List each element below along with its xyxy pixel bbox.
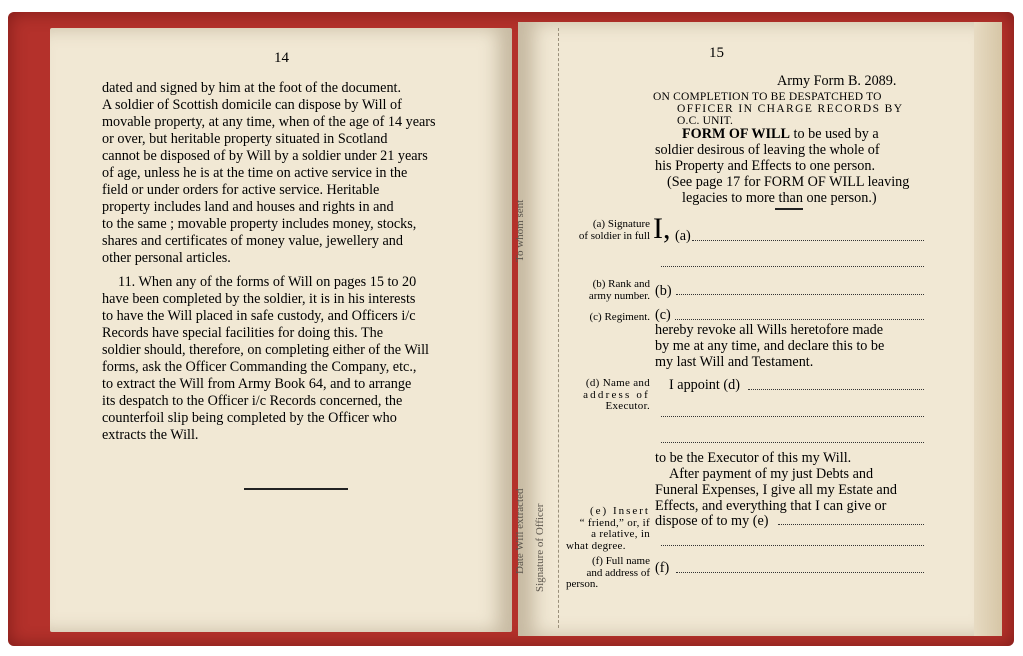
executor-field-2[interactable] [661, 416, 924, 417]
revoke-line: by me at any time, and declare this to be [655, 338, 885, 354]
text-line: other personal articles. [102, 250, 231, 266]
margin-line: person. [566, 578, 599, 590]
officer-signature-label: Signature of Officer [534, 503, 546, 592]
form-title-rest: to be used by a [790, 126, 879, 142]
title-line: soldier desirous of leaving the whole of [655, 142, 880, 158]
beneficiary-field-2[interactable] [661, 545, 924, 546]
text-line: cannot be disposed of by Will by a soldier under 21 years [102, 148, 428, 164]
margin-line: army number. [588, 289, 650, 302]
section-rule [244, 488, 348, 490]
margin-line: (f) Full name [591, 555, 650, 567]
margin-line: (d) Name and [585, 377, 650, 389]
executor-line: to be the Executor of this my Will. [655, 450, 852, 466]
executor-line: dispose of to my (e) [655, 513, 769, 529]
margin-line: “ friend,” or, if [579, 516, 650, 529]
margin-note-c: (c) Regiment. [589, 311, 650, 323]
rank-number-field[interactable] [676, 294, 924, 295]
text-line: counterfoil slip being completed by the Officer who [102, 410, 397, 426]
beneficiary-field[interactable] [778, 524, 924, 525]
date-extracted-label: Date Will extracted [514, 488, 526, 574]
text-line: property includes land and houses and rights in and [102, 199, 394, 215]
title-line: his Property and Effects to one person. [655, 158, 875, 174]
executor-line: After payment of my just Debts and [669, 466, 874, 482]
page-number-right: 15 [709, 45, 724, 61]
page-number-left: 14 [274, 50, 289, 66]
margin-note-d [562, 378, 650, 413]
title-rule [775, 208, 803, 210]
text-line: dated and signed by him at the foot of the document. [102, 80, 402, 96]
margin-line: (b) Rank and [592, 278, 650, 290]
text-line: extracts the Will. [102, 427, 199, 443]
margin-line: (a) Signature [592, 218, 650, 230]
despatch-line: O.C. UNIT. [677, 115, 734, 127]
appoint-label: I appoint (d) [669, 377, 740, 393]
big-i: I, [653, 212, 671, 245]
form-title-bold: FORM OF WILL [682, 126, 790, 142]
margin-line: address of [583, 388, 650, 401]
margin-note-b [562, 279, 650, 302]
field-f-label: (f) [655, 560, 670, 576]
revoke-line: hereby revoke all Wills heretofore made [655, 322, 884, 338]
form-title [682, 126, 879, 142]
text-line: soldier should, therefore, on completing either of the Will [102, 342, 429, 358]
field-c-label: (c) [655, 307, 671, 323]
text-line: of age, unless he is at the time on active service in the [102, 165, 408, 181]
text-line: to extract the Will from Army Book 64, and to arrange [102, 376, 412, 392]
margin-note-a [562, 219, 650, 242]
despatch-line: OFFICER IN CHARGE RECORDS BY [677, 103, 904, 115]
text-line: its despatch to the Officer i/c Records concerned, the [102, 393, 403, 409]
executor-field[interactable] [748, 389, 924, 390]
despatch-line: ON COMPLETION TO BE DESPATCHED TO [653, 91, 882, 103]
signature-field[interactable] [692, 240, 924, 241]
text-line: A soldier of Scottish domicile can dispose by Will of [102, 97, 402, 113]
revoke-line: my last Will and Testament. [655, 354, 814, 370]
executor-field-3[interactable] [661, 442, 924, 443]
form-number: Army Form B. 2089. [777, 73, 897, 89]
text-line: have been completed by the soldier, it is in his interests [102, 291, 416, 307]
text-line: movable property, at any time, when of the age of 14 years [102, 114, 436, 130]
text-line: to the same ; movable property includes money, stocks, [102, 216, 417, 232]
text-line: forms, ask the Officer Commanding the Company, etc., [102, 359, 417, 375]
margin-line: of soldier in full [578, 229, 650, 242]
margin-note-f [562, 556, 650, 591]
signature-field-2[interactable] [661, 266, 924, 267]
page-edges [972, 22, 1002, 636]
margin-line: a relative, in [591, 528, 650, 540]
note-line: legacies to more than one person.) [682, 190, 877, 206]
text-line: to have the Will placed in safe custody, and Officers i/c [102, 308, 416, 324]
text-line: Records have special facilities for doing this. The [102, 325, 384, 341]
note-line: (See page 17 for FORM OF WILL leaving [667, 174, 910, 190]
margin-note-e [560, 506, 650, 552]
to-whom-sent-label: To whom sent [514, 199, 526, 262]
executor-line: Effects, and everything that I can give or [655, 498, 887, 514]
field-b-label: (b) [655, 283, 672, 299]
text-line: shares and certificates of money value, jewellery and [102, 233, 403, 249]
margin-line: what degree. [566, 539, 626, 552]
field-a-label: (a) [675, 228, 691, 244]
margin-line: Executor. [605, 400, 650, 412]
executor-line: Funeral Expenses, I give all my Estate and [655, 482, 897, 498]
margin-line: (e) Insert [589, 505, 650, 517]
person-address-field[interactable] [676, 572, 924, 573]
margin-line: and address of [586, 566, 650, 579]
text-line: or over, but heritable property situated in Scotland [102, 131, 388, 147]
text-line: 11. When any of the forms of Will on pages 15 to 20 [118, 274, 417, 290]
regiment-field[interactable] [675, 319, 924, 320]
text-line: field or under orders for active service. Heritable [102, 182, 380, 198]
